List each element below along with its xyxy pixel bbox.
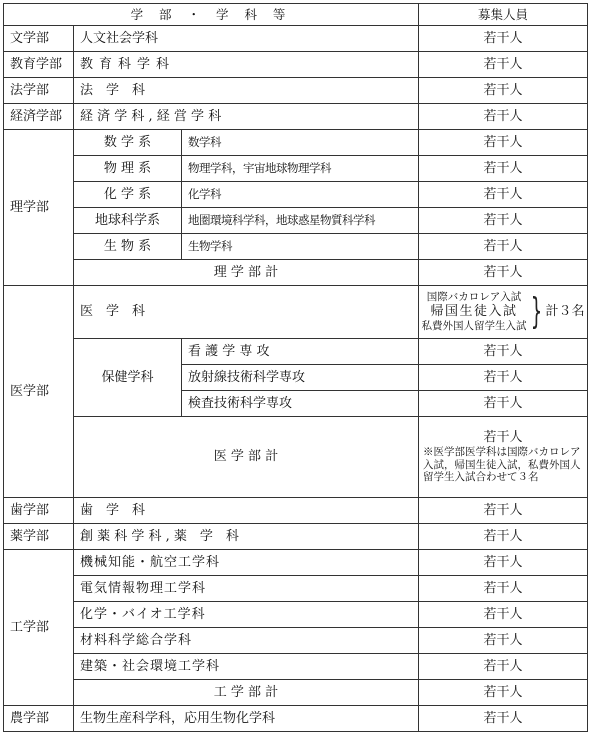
faculty-name: 教育学部 <box>4 52 74 78</box>
course-name: 法 学 科 <box>74 78 419 104</box>
table-row <box>4 498 588 524</box>
faculty-name: 医学部 <box>4 286 74 498</box>
med-quota-item: 帰国生徒入試 <box>430 303 518 319</box>
course-name: 歯 学 科 <box>74 498 419 524</box>
system-name: 物 理 系 <box>74 156 182 182</box>
course-name: 人文社会学科 <box>74 26 419 52</box>
quota-cell: 若干人 <box>419 104 588 130</box>
med-quota-list <box>422 291 527 334</box>
quota-cell: 若干人 <box>419 524 588 550</box>
med-total-note: ※医学部医学科は国際バカロレア入試，帰国生徒入試，私費外国人留学生入試合わせて３名 <box>423 445 581 484</box>
med-quota-item: 国際バカロレア入試 <box>426 290 522 303</box>
quota-cell: 若干人 <box>419 365 588 391</box>
major-name: 放射線技術科学専攻 <box>182 365 419 391</box>
course-name: 生物学科 <box>182 234 419 260</box>
major-name: 検査技術科学専攻 <box>182 391 419 417</box>
med-total-cell <box>419 417 588 498</box>
course-name: 物理学科，宇宙地球物理学科 <box>182 156 419 182</box>
faculty-name: 歯学部 <box>4 498 74 524</box>
admissions-table <box>3 3 588 732</box>
quota-cell: 若干人 <box>419 156 588 182</box>
table-row <box>4 78 588 104</box>
table-row <box>4 654 588 680</box>
table-row <box>4 706 588 732</box>
course-name: 材料科学総合学科 <box>74 628 419 654</box>
course-name: 生物生産科学科，応用生物化学科 <box>74 706 419 732</box>
faculty-name: 経済学部 <box>4 104 74 130</box>
table-row <box>4 628 588 654</box>
quota-cell: 若干人 <box>419 550 588 576</box>
table-row <box>4 156 588 182</box>
table-row <box>4 550 588 576</box>
quota-cell: 若干人 <box>419 706 588 732</box>
header-dept: 学 部 ・ 学 科 等 <box>4 4 419 26</box>
course-name: 化学科 <box>182 182 419 208</box>
table-row <box>4 524 588 550</box>
faculty-total-label: 医 学 部 計 <box>74 417 419 498</box>
table-row <box>4 234 588 260</box>
table-row <box>4 104 588 130</box>
table-row <box>4 26 588 52</box>
course-name: 機械知能・航空工学科 <box>74 550 419 576</box>
quota-cell: 若干人 <box>419 339 588 365</box>
quota-cell: 若干人 <box>419 52 588 78</box>
course-name: 創 薬 科 学 科 , 薬 学 科 <box>74 524 419 550</box>
faculty-name: 法学部 <box>4 78 74 104</box>
faculty-name: 理学部 <box>4 130 74 286</box>
table-row <box>4 680 588 706</box>
table-row <box>4 417 588 498</box>
course-name: 経 済 学 科 , 経 営 学 科 <box>74 104 419 130</box>
faculty-total-label: 理 学 部 計 <box>74 260 419 286</box>
quota-cell: 若干人 <box>419 26 588 52</box>
quota-cell: 若干人 <box>419 498 588 524</box>
header-quota: 募集人員 <box>419 4 588 26</box>
table-row <box>4 286 588 339</box>
faculty-total-label: 工 学 部 計 <box>74 680 419 706</box>
right-brace-icon: } <box>530 291 542 332</box>
table-row <box>4 260 588 286</box>
quota-cell: 若干人 <box>419 680 588 706</box>
quota-cell: 若干人 <box>419 182 588 208</box>
course-name: 数学科 <box>182 130 419 156</box>
table-row <box>4 130 588 156</box>
faculty-name: 農学部 <box>4 706 74 732</box>
med-quota-item: 私費外国人留学生入試 <box>421 320 527 333</box>
table-row <box>4 208 588 234</box>
quota-cell: 若干人 <box>419 576 588 602</box>
quota-cell: 若干人 <box>419 654 588 680</box>
quota-cell: 若干人 <box>419 628 588 654</box>
table-header-row <box>4 4 588 26</box>
course-name: 電気情報物理工学科 <box>74 576 419 602</box>
quota-cell: 若干人 <box>419 78 588 104</box>
major-name: 看 護 学 専 攻 <box>182 339 419 365</box>
system-name: 生 物 系 <box>74 234 182 260</box>
faculty-name: 工学部 <box>4 550 74 706</box>
faculty-name: 文学部 <box>4 26 74 52</box>
course-name: 地圏環境科学科，地球惑星物質科学科 <box>182 208 419 234</box>
med-quota-group <box>421 291 585 334</box>
system-name: 地球科学系 <box>74 208 182 234</box>
course-name: 建築・社会環境工学科 <box>74 654 419 680</box>
table-row <box>4 576 588 602</box>
faculty-name: 薬学部 <box>4 524 74 550</box>
med-quota-total: 計３名 <box>545 304 585 320</box>
med-quota-cell <box>419 286 588 339</box>
quota-cell: 若干人 <box>419 234 588 260</box>
table-row <box>4 52 588 78</box>
table-row <box>4 602 588 628</box>
quota-cell: 若干人 <box>419 130 588 156</box>
quota-cell: 若干人 <box>419 602 588 628</box>
system-name: 化 学 系 <box>74 182 182 208</box>
quota-cell: 若干人 <box>419 208 588 234</box>
system-name: 数 学 系 <box>74 130 182 156</box>
table-row <box>4 339 588 365</box>
course-name: 教育科学科 <box>74 52 419 78</box>
course-name: 化学・バイオ工学科 <box>74 602 419 628</box>
course-name: 保健学科 <box>74 339 182 417</box>
quota-value: 若干人 <box>483 430 523 446</box>
quota-cell: 若干人 <box>419 391 588 417</box>
course-name: 医 学 科 <box>74 286 419 339</box>
quota-cell: 若干人 <box>419 260 588 286</box>
table-row <box>4 182 588 208</box>
